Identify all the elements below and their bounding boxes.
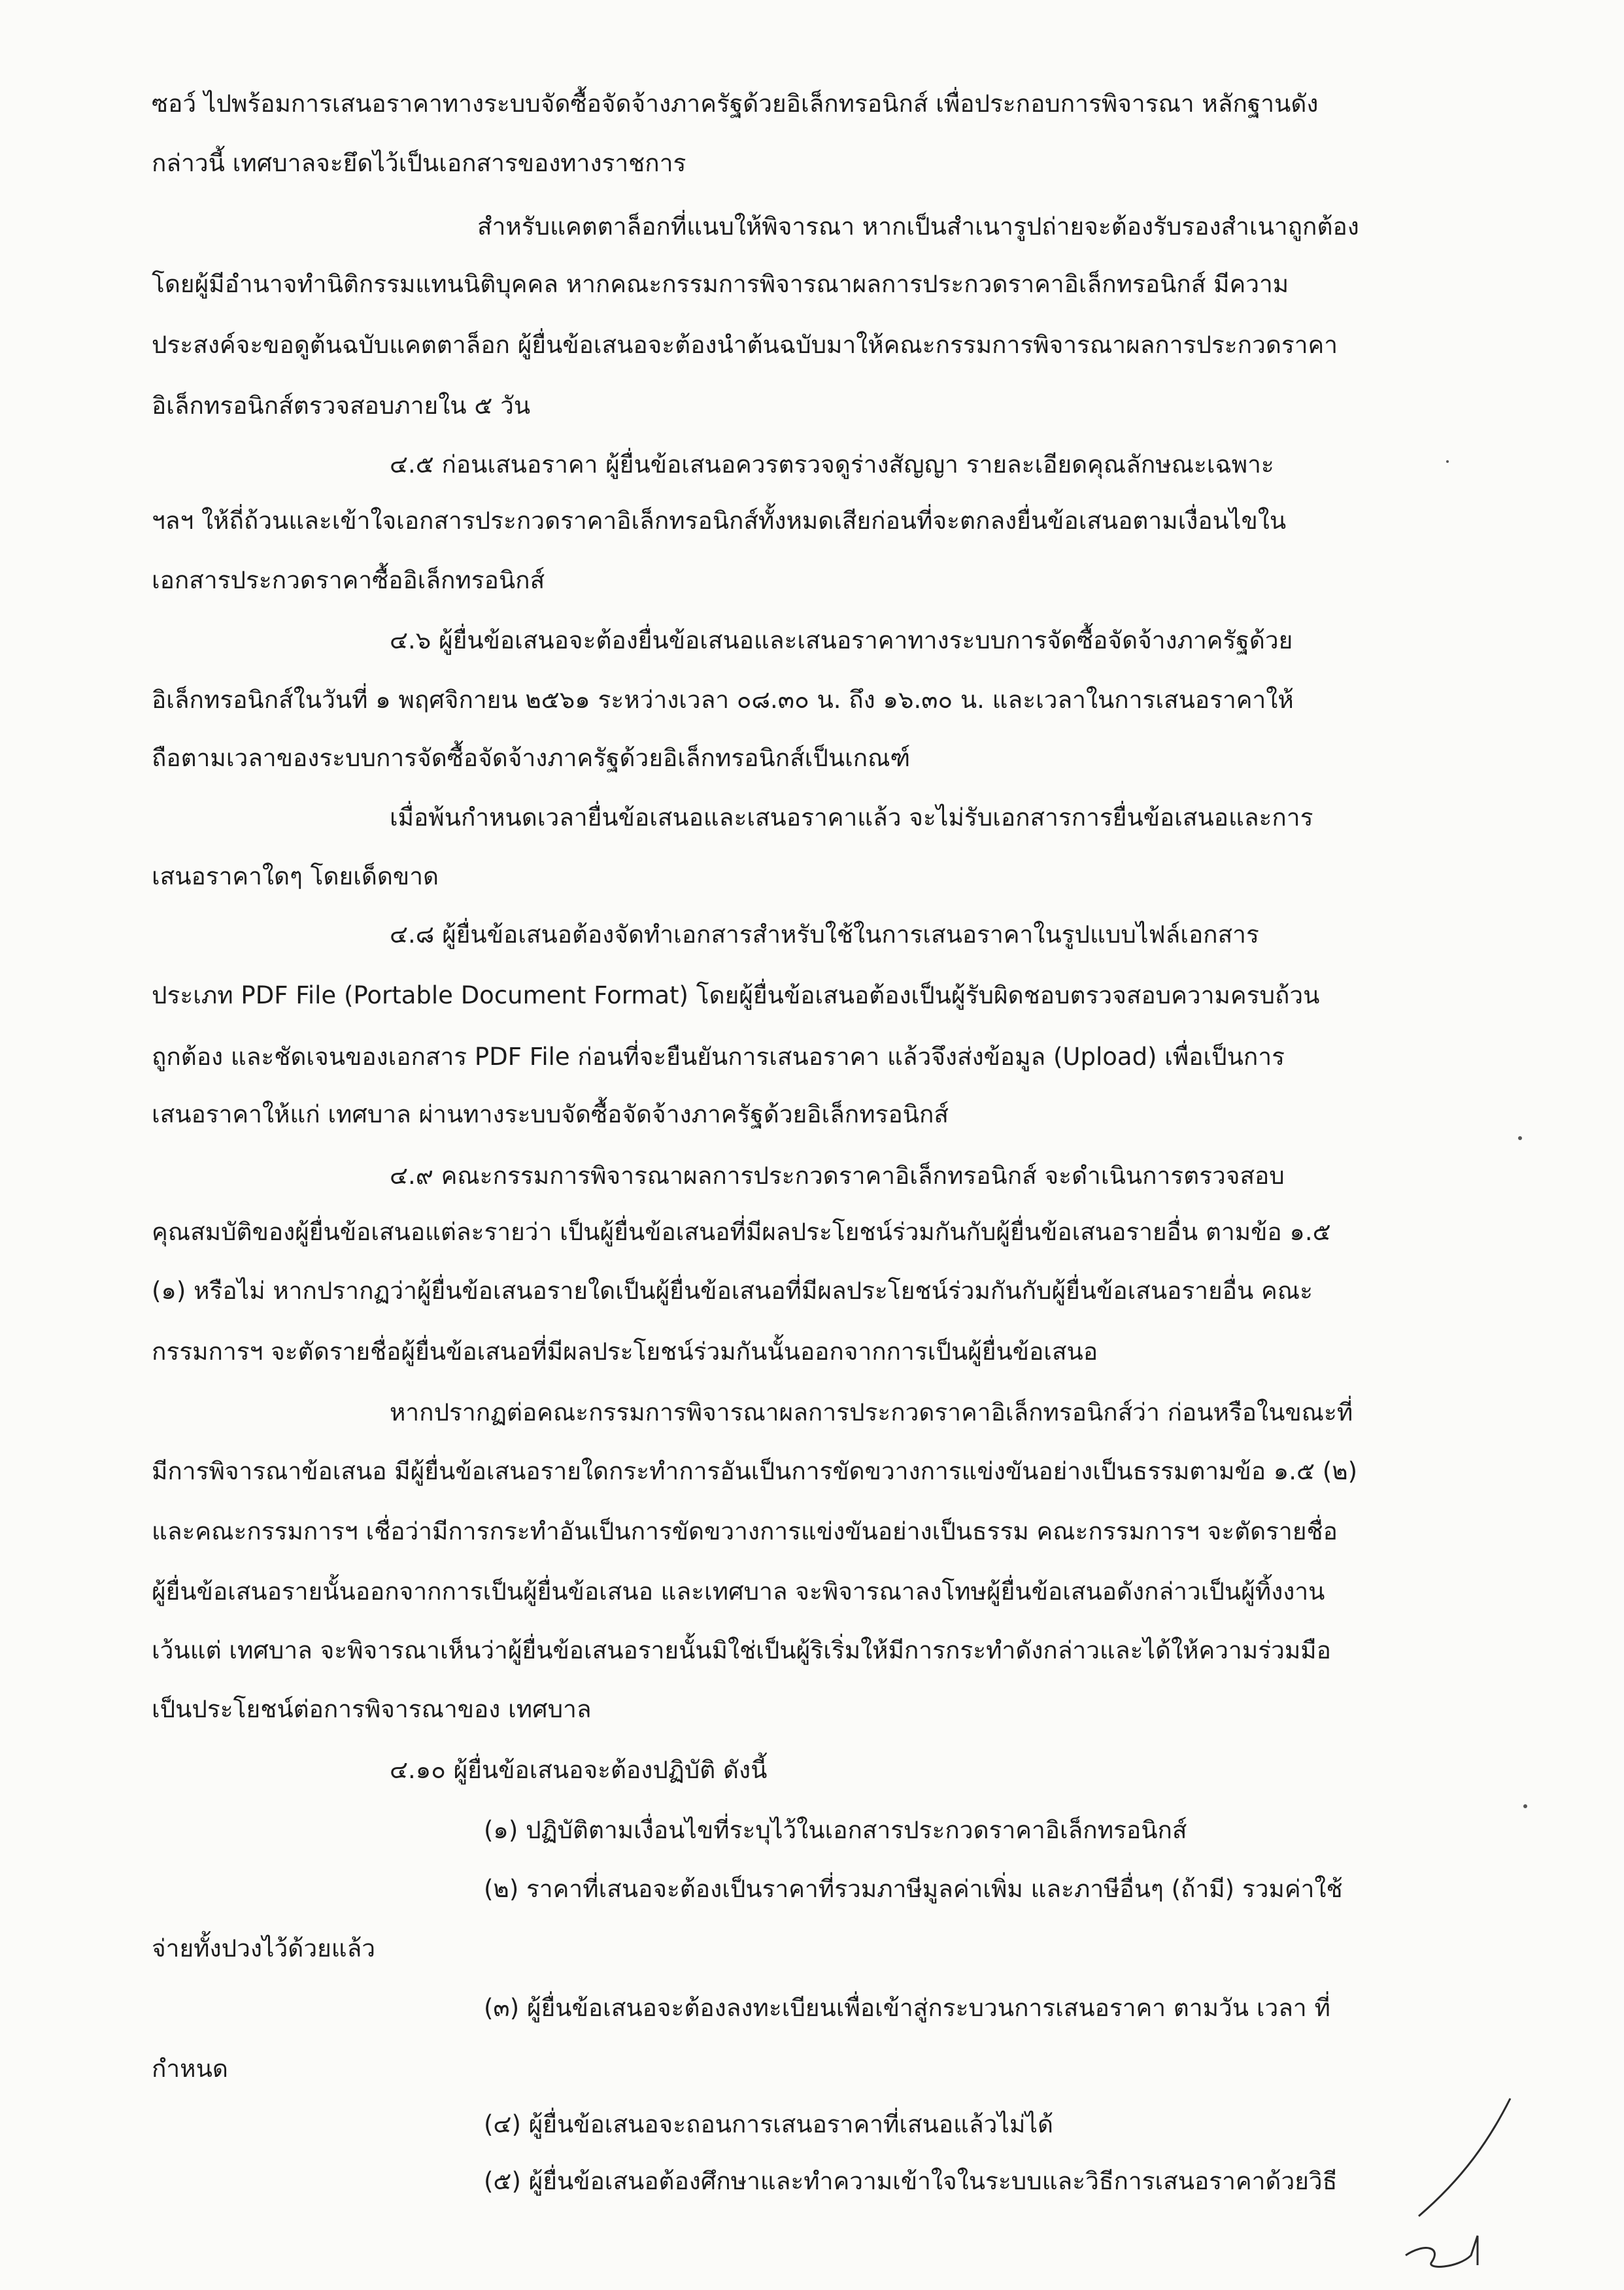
text-line: เป็นประโยชน์ต่อการพิจารณาของ เทศบาล xyxy=(152,1695,592,1723)
text-line: (๑) หรือไม่ หากปรากฏว่าผู้ยื่นข้อเสนอรายใดเป็นผู้ยื่นข้อเสนอที่มีผลประโยชน์ร่วมกันกับผู้ยื่นข้อเสนอรายอื่น คณะ xyxy=(152,1277,1313,1305)
text-line: ประสงค์จะขอดูต้นฉบับแคตตาล็อก ผู้ยื่นข้อเสนอจะต้องนำต้นฉบับมาให้คณะกรรมการพิจารณาผลการประกวดราคา xyxy=(152,331,1338,359)
text-line: จ่ายทั้งปวงไว้ด้วยแล้ว xyxy=(152,1934,376,1962)
text-line: (๔) ผู้ยื่นข้อเสนอจะถอนการเสนอราคาที่เสนอแล้วไม่ได้ xyxy=(484,2110,1054,2138)
text-line: เอกสารประกวดราคาซื้ออิเล็กทรอนิกส์ xyxy=(152,566,545,594)
text-line: ๔.๙ คณะกรรมการพิจารณาผลการประกวดราคาอิเล็กทรอนิกส์ จะดำเนินการตรวจสอบ xyxy=(390,1162,1285,1190)
text-line: หากปรากฏต่อคณะกรรมการพิจารณาผลการประกวดราคาอิเล็กทรอนิกส์ว่า ก่อนหรือในขณะที่ xyxy=(390,1398,1353,1426)
text-line: ๔.๑๐ ผู้ยื่นข้อเสนอจะต้องปฏิบัติ ดังนี้ xyxy=(390,1756,768,1784)
signature-mark xyxy=(1379,2079,1530,2275)
text-line: เสนอราคาให้แก่ เทศบาล ผ่านทางระบบจัดซื้อจัดจ้างภาครัฐด้วยอิเล็กทรอนิกส์ xyxy=(152,1100,949,1128)
text-line: คุณสมบัติของผู้ยื่นข้อเสนอแต่ละรายว่า เป็นผู้ยื่นข้อเสนอที่มีผลประโยชน์ร่วมกันกับผู้ยื่นข้อเสนอรายอื่น ตามข้อ ๑.๕ xyxy=(152,1218,1331,1246)
text-line: กรรมการฯ จะตัดรายชื่อผู้ยื่นข้อเสนอที่มีผลประโยชน์ร่วมกันนั้นออกจากการเป็นผู้ยื่นข้อเสนอ xyxy=(152,1338,1098,1366)
text-line: ประเภท PDF File (Portable Document Format) โดยผู้ยื่นข้อเสนอต้องเป็นผู้รับผิดชอบตรวจสอบความครบถ้วน xyxy=(152,981,1320,1009)
text-line: (๓) ผู้ยื่นข้อเสนอจะต้องลงทะเบียนเพื่อเข้าสู่กระบวนการเสนอราคา ตามวัน เวลา ที่ xyxy=(484,1994,1330,2022)
text-line: มีการพิจารณาข้อเสนอ มีผู้ยื่นข้อเสนอรายใดกระทำการอันเป็นการขัดขวางการแข่งขันอย่างเป็นธรรมตามข้อ ๑.๕ (๒) xyxy=(152,1457,1358,1485)
text-line: ถูกต้อง และชัดเจนของเอกสาร PDF File ก่อนที่จะยืนยันการเสนอราคา แล้วจึงส่งข้อมูล (Upload) เพื่อเป็นการ xyxy=(152,1043,1285,1071)
text-line: อิเล็กทรอนิกส์ในวันที่ ๑ พฤศจิกายน ๒๕๖๑ ระหว่างเวลา ๐๘.๓๐ น. ถึง ๑๖.๓๐ น. และเวลาในการเสนอราคาให้ xyxy=(152,686,1294,714)
text-line: เมื่อพ้นกำหนดเวลายื่นข้อเสนอและเสนอราคาแล้ว จะไม่รับเอกสารการยื่นข้อเสนอและการ xyxy=(390,803,1313,832)
scan-speck xyxy=(1518,1136,1522,1140)
text-line: ซอว์ ไปพร้อมการเสนอราคาทางระบบจัดซื้อจัดจ้างภาครัฐด้วยอิเล็กทรอนิกส์ เพื่อประกอบการพิจารณา หลักฐานดัง xyxy=(152,90,1319,118)
text-line: (๒) ราคาที่เสนอจะต้องเป็นราคาที่รวมภาษีมูลค่าเพิ่ม และภาษีอื่นๆ (ถ้ามี) รวมค่าใช้ xyxy=(484,1875,1343,1903)
text-line: เสนอราคาใดๆ โดยเด็ดขาด xyxy=(152,862,439,890)
scan-speck xyxy=(1523,1804,1527,1808)
text-line: (๕) ผู้ยื่นข้อเสนอต้องศึกษาและทำความเข้าใจในระบบและวิธีการเสนอราคาด้วยวิธี xyxy=(484,2167,1338,2195)
text-line: อิเล็กทรอนิกส์ตรวจสอบภายใน ๕ วัน xyxy=(152,392,531,420)
text-line: ผู้ยื่นข้อเสนอรายนั้นออกจากการเป็นผู้ยื่นข้อเสนอ และเทศบาล จะพิจารณาลงโทษผู้ยื่นข้อเสนอดังกล่าวเป็นผู้ทิ้งงาน xyxy=(152,1577,1325,1606)
text-line: ๔.๖ ผู้ยื่นข้อเสนอจะต้องยื่นข้อเสนอและเสนอราคาทางระบบการจัดซื้อจัดจ้างภาครัฐด้วย xyxy=(390,626,1293,654)
text-line: กำหนด xyxy=(152,2055,228,2083)
text-line: ฯลฯ ให้ถี่ถ้วนและเข้าใจเอกสารประกวดราคาอิเล็กทรอนิกส์ทั้งหมดเสียก่อนที่จะตกลงยื่นข้อเสนอตามเงื่อนไขใน xyxy=(152,507,1287,535)
text-line: และคณะกรรมการฯ เชื่อว่ามีการกระทำอันเป็นการขัดขวางการแข่งขันอย่างเป็นธรรม คณะกรรมการฯ จะตัดรายชื่อ xyxy=(152,1517,1338,1545)
text-line: ๔.๘ ผู้ยื่นข้อเสนอต้องจัดทำเอกสารสำหรับใช้ในการเสนอราคาในรูปแบบไฟล์เอกสาร xyxy=(390,920,1259,949)
text-line: ๔.๕ ก่อนเสนอราคา ผู้ยื่นข้อเสนอควรตรวจดูร่างสัญญา รายละเอียดคุณลักษณะเฉพาะ xyxy=(390,450,1274,479)
scan-speck xyxy=(1446,460,1449,463)
text-line: กล่าวนี้ เทศบาลจะยึดไว้เป็นเอกสารของทางราชการ xyxy=(152,149,686,177)
text-line: ถือตามเวลาของระบบการจัดซื้อจัดจ้างภาครัฐด้วยอิเล็กทรอนิกส์เป็นเกณฑ์ xyxy=(152,744,911,772)
text-line: สำหรับแคตตาล็อกที่แนบให้พิจารณา หากเป็นสำเนารูปถ่ายจะต้องรับรองสำเนาถูกต้อง xyxy=(477,212,1359,241)
text-line: เว้นแต่ เทศบาล จะพิจารณาเห็นว่าผู้ยื่นข้อเสนอรายนั้นมิใช่เป็นผู้ริเริ่มให้มีการกระทำดังกล่าวและได้ให้ความร่วมมือ xyxy=(152,1636,1331,1664)
text-line: โดยผู้มีอำนาจทำนิติกรรมแทนนิติบุคคล หากคณะกรรมการพิจารณาผลการประกวดราคาอิเล็กทรอนิกส์ มีความ xyxy=(152,270,1289,298)
text-line: (๑) ปฏิบัติตามเงื่อนไขที่ระบุไว้ในเอกสารประกวดราคาอิเล็กทรอนิกส์ xyxy=(484,1816,1187,1844)
